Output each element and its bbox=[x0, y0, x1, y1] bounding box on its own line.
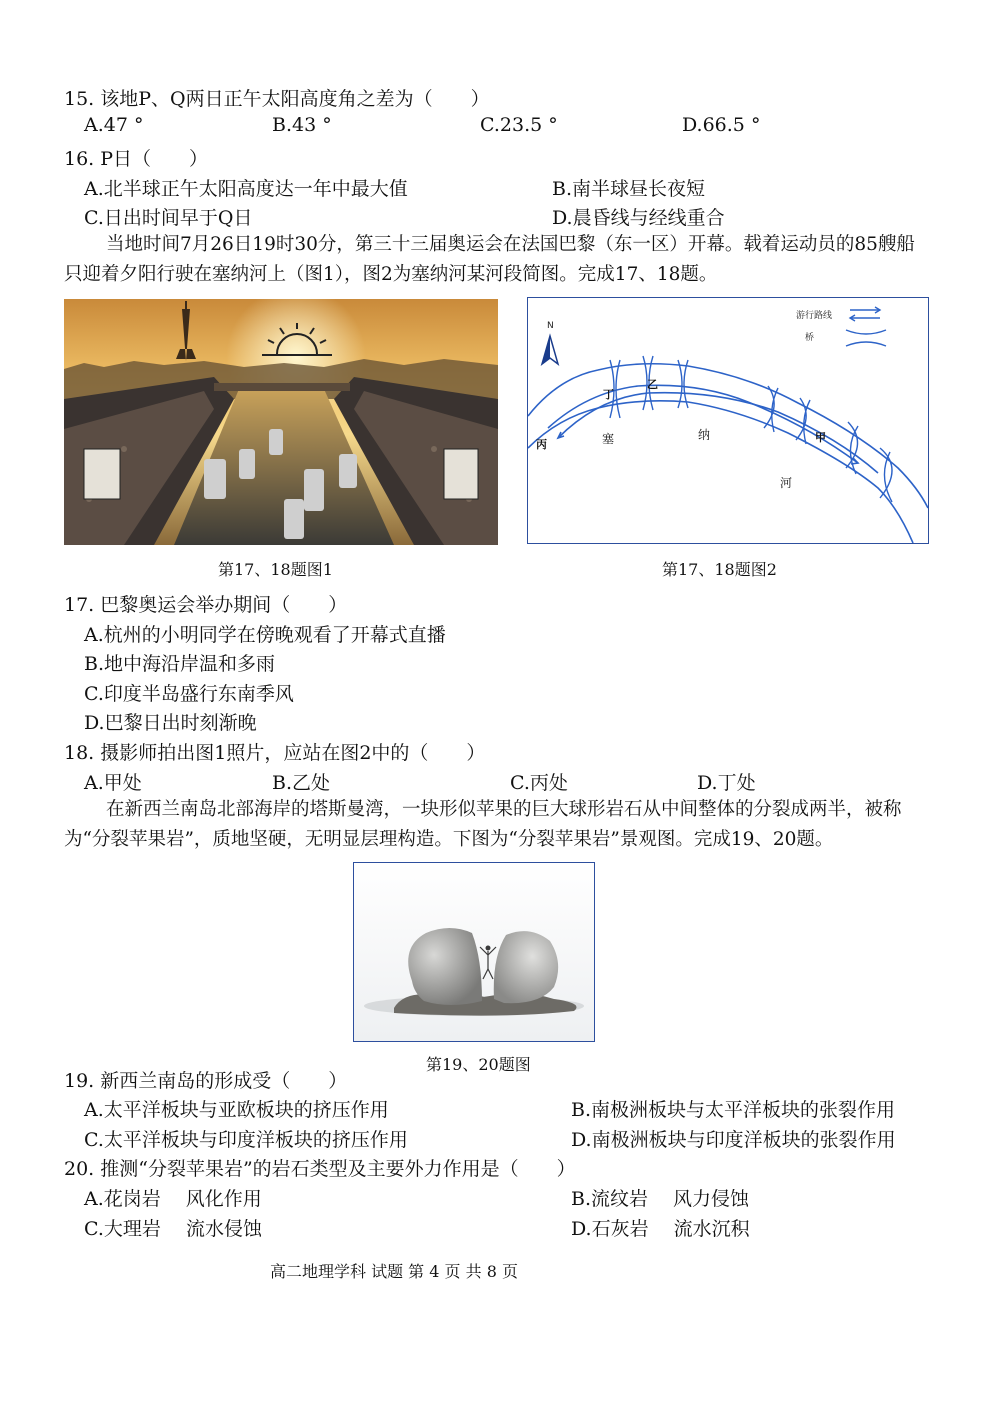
split-apple-rock-image bbox=[354, 863, 594, 1041]
map-label-ding: 丁 bbox=[603, 388, 614, 401]
q18-option-b: B.乙处 bbox=[272, 772, 331, 794]
map-label-yi: 乙 bbox=[647, 378, 658, 391]
q15-option-b: B.43 ° bbox=[272, 114, 332, 136]
q17-option-a: A.杭州的小明同学在傍晚观看了开幕式直播 bbox=[84, 624, 446, 646]
q16-option-d: D.晨昏线与经线重合 bbox=[552, 207, 725, 229]
q18-option-d: D.丁处 bbox=[697, 772, 756, 794]
q18-option-c: C.丙处 bbox=[510, 772, 568, 794]
question-16-stem: 16. P日（ ） bbox=[64, 148, 209, 170]
map-label-he: 河 bbox=[780, 476, 793, 490]
q15-option-c: C.23.5 ° bbox=[480, 114, 558, 136]
q17-option-d: D.巴黎日出时刻渐晚 bbox=[84, 712, 257, 734]
q17-option-b: B.地中海沿岸温和多雨 bbox=[84, 653, 276, 675]
paris-ceremony-image bbox=[64, 299, 498, 545]
passage-split-apple-rock: 在新西兰南岛北部海岸的塔斯曼湾，一块形似苹果的巨大球形岩石从中间整体的分裂成两半，被称为“分裂苹果岩”，质地坚硬，无明显层理构造。下图为“分裂苹果岩”景观图。完成19、20题。 bbox=[64, 799, 902, 850]
q18-option-a: A.甲处 bbox=[84, 772, 142, 794]
seine-map bbox=[528, 298, 928, 543]
map-label-sai: 塞 bbox=[602, 432, 615, 446]
legend-route-icon bbox=[850, 307, 880, 321]
legend-bridge-icon bbox=[846, 330, 886, 346]
q19-option-a: A.太平洋板块与亚欧板块的挤压作用 bbox=[84, 1099, 389, 1121]
figure-2-map bbox=[527, 297, 929, 544]
legend-route-label: 游行路线 bbox=[796, 311, 833, 321]
question-20-stem: 20. 推测“分裂苹果岩”的岩石类型及主要外力作用是（ ） bbox=[64, 1158, 576, 1180]
map-label-na: 纳 bbox=[698, 428, 711, 442]
figure-1-photo bbox=[64, 299, 498, 545]
q19-option-c: C.太平洋板块与印度洋板块的挤压作用 bbox=[84, 1129, 408, 1151]
figure-1-caption: 第17、18题图1 bbox=[218, 560, 333, 579]
figure-3-photo bbox=[353, 862, 595, 1042]
page-footer: 高二地理学科 试题 第 4 页 共 8 页 bbox=[270, 1262, 518, 1281]
q20-option-d: D.石灰岩 流水沉积 bbox=[571, 1218, 750, 1240]
q19-option-b: B.南极洲板块与太平洋板块的张裂作用 bbox=[571, 1099, 896, 1121]
passage-olympics: 当地时间7月26日19时30分，第三十三届奥运会在法国巴黎（东一区）开幕。载着运动员的85艘船只迎着夕阳行驶在塞纳河上（图1），图2为塞纳河某河段简图。完成17、18题。 bbox=[64, 234, 915, 285]
question-19-stem: 19. 新西兰南岛的形成受（ ） bbox=[64, 1070, 348, 1092]
map-label-jia: 甲 bbox=[815, 431, 826, 444]
q19-option-d: D.南极洲板块与印度洋板块的张裂作用 bbox=[571, 1129, 896, 1151]
q15-option-d: D.66.5 ° bbox=[682, 114, 761, 136]
q20-option-c: C.大理岩 流水侵蚀 bbox=[84, 1218, 262, 1240]
question-17-stem: 17. 巴黎奥运会举办期间（ ） bbox=[64, 594, 348, 616]
question-18-stem: 18. 摄影师拍出图1照片，应站在图2中的（ ） bbox=[64, 742, 486, 764]
q17-option-c: C.印度半岛盛行东南季风 bbox=[84, 683, 294, 705]
q16-option-c: C.日出时间早于Q日 bbox=[84, 207, 253, 229]
north-label: N bbox=[547, 321, 554, 331]
q16-option-a: A.北半球正午太阳高度达一年中最大值 bbox=[84, 178, 408, 200]
q16-option-b: B.南半球昼长夜短 bbox=[552, 178, 706, 200]
q15-option-a: A.47 ° bbox=[84, 114, 144, 136]
question-15-stem: 15. 该地P、Q两日正午太阳高度角之差为（ ） bbox=[64, 88, 490, 110]
figure-2-caption: 第17、18题图2 bbox=[662, 560, 777, 579]
map-label-bing: 丙 bbox=[536, 438, 547, 451]
legend-bridge-label: 桥 bbox=[805, 333, 815, 343]
figure-3-caption: 第19、20题图 bbox=[426, 1055, 531, 1074]
q20-option-b: B.流纹岩 风力侵蚀 bbox=[571, 1188, 750, 1210]
q20-option-a: A.花岗岩 风化作用 bbox=[84, 1188, 262, 1210]
